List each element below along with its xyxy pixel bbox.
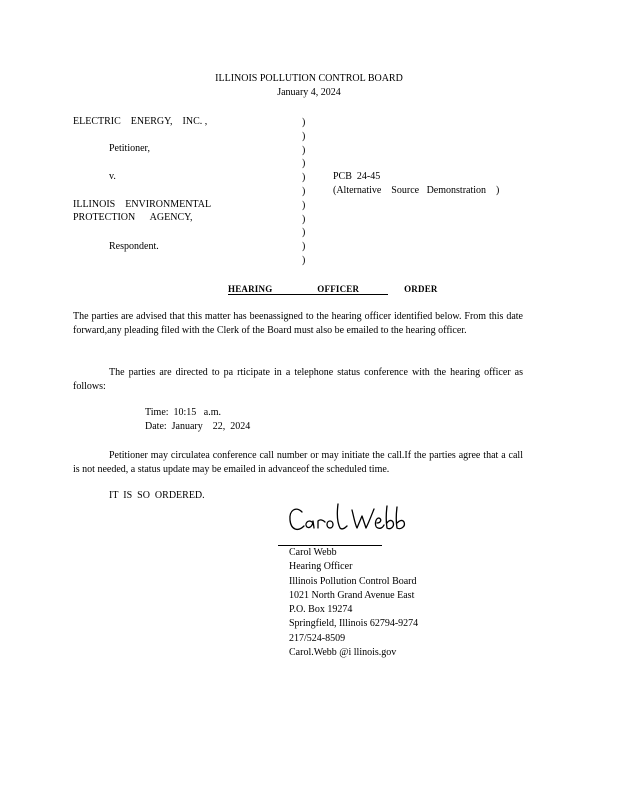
signer-phone: 217/524-8509 [289, 632, 346, 644]
so-ordered: IT IS SO ORDERED. [109, 490, 205, 501]
case-type: (Alternative Source Demonstration ) [333, 185, 500, 196]
signer-po-box: P.O. Box 19274 [289, 604, 353, 616]
paren: ) [302, 185, 306, 197]
versus-label: v. [109, 171, 116, 182]
signer-email: Carol.Webb @i llinois.gov [289, 647, 397, 659]
signer-street-address: 1021 North Grand Avenue East [289, 589, 415, 601]
board-title: ILLINOIS POLLUTION CONTROL BOARD [215, 73, 403, 84]
signer-title: Hearing Officer [289, 561, 353, 573]
paren: ) [302, 254, 306, 266]
handwritten-signature [288, 500, 413, 538]
paren: ) [302, 227, 306, 239]
signature-block [289, 546, 418, 660]
paren: ) [302, 241, 306, 253]
order-title-underline [228, 294, 388, 295]
order-date: January 4, 2024 [277, 87, 341, 98]
respondent-name-line2: PROTECTION AGENCY, [73, 212, 193, 223]
paren: ) [302, 144, 306, 156]
signer-organization: Illinois Pollution Control Board [289, 575, 417, 587]
respondent-role: Respondent. [109, 241, 159, 252]
paren: ) [302, 130, 306, 142]
paren: ) [302, 199, 306, 211]
signer-name: Carol Webb [289, 547, 337, 558]
petitioner-role: Petitioner, [109, 143, 150, 154]
paragraph-conference: The parties are directed to pa rticipate in a telephone status conference with the hearing officer as follows: [73, 367, 523, 392]
paragraph-assignment: The parties are advised that this matter has beenassigned to the hearing officer identified below. From this date forward,any pleading filed with the Clerk of the Board must also be emailed to the hearing officer. [73, 311, 523, 336]
signer-city-state-zip: Springfield, Illinois 62794-9274 [289, 618, 419, 630]
paren: ) [302, 172, 306, 184]
respondent-name-line1: ILLINOIS ENVIRONMENTAL [73, 199, 212, 210]
paren: ) [302, 117, 306, 128]
caption-parenthesis-column [302, 116, 305, 268]
conference-date: Date: January 22, 2024 [145, 421, 251, 432]
petitioner-name: ELECTRIC ENERGY, INC. , [73, 116, 208, 127]
order-title: HEARING OFFICER ORDER [228, 284, 438, 294]
paren: ) [302, 213, 306, 225]
paren: ) [302, 158, 306, 170]
case-number: PCB 24-45 [333, 171, 381, 182]
conference-time: Time: 10:15 a.m. [145, 407, 222, 418]
paragraph-call-instructions: Petitioner may circulatea conference call number or may initiate the call.If the parties agree that a call is not needed, a status update may be emailed in advanceof the scheduled time. [73, 450, 523, 475]
